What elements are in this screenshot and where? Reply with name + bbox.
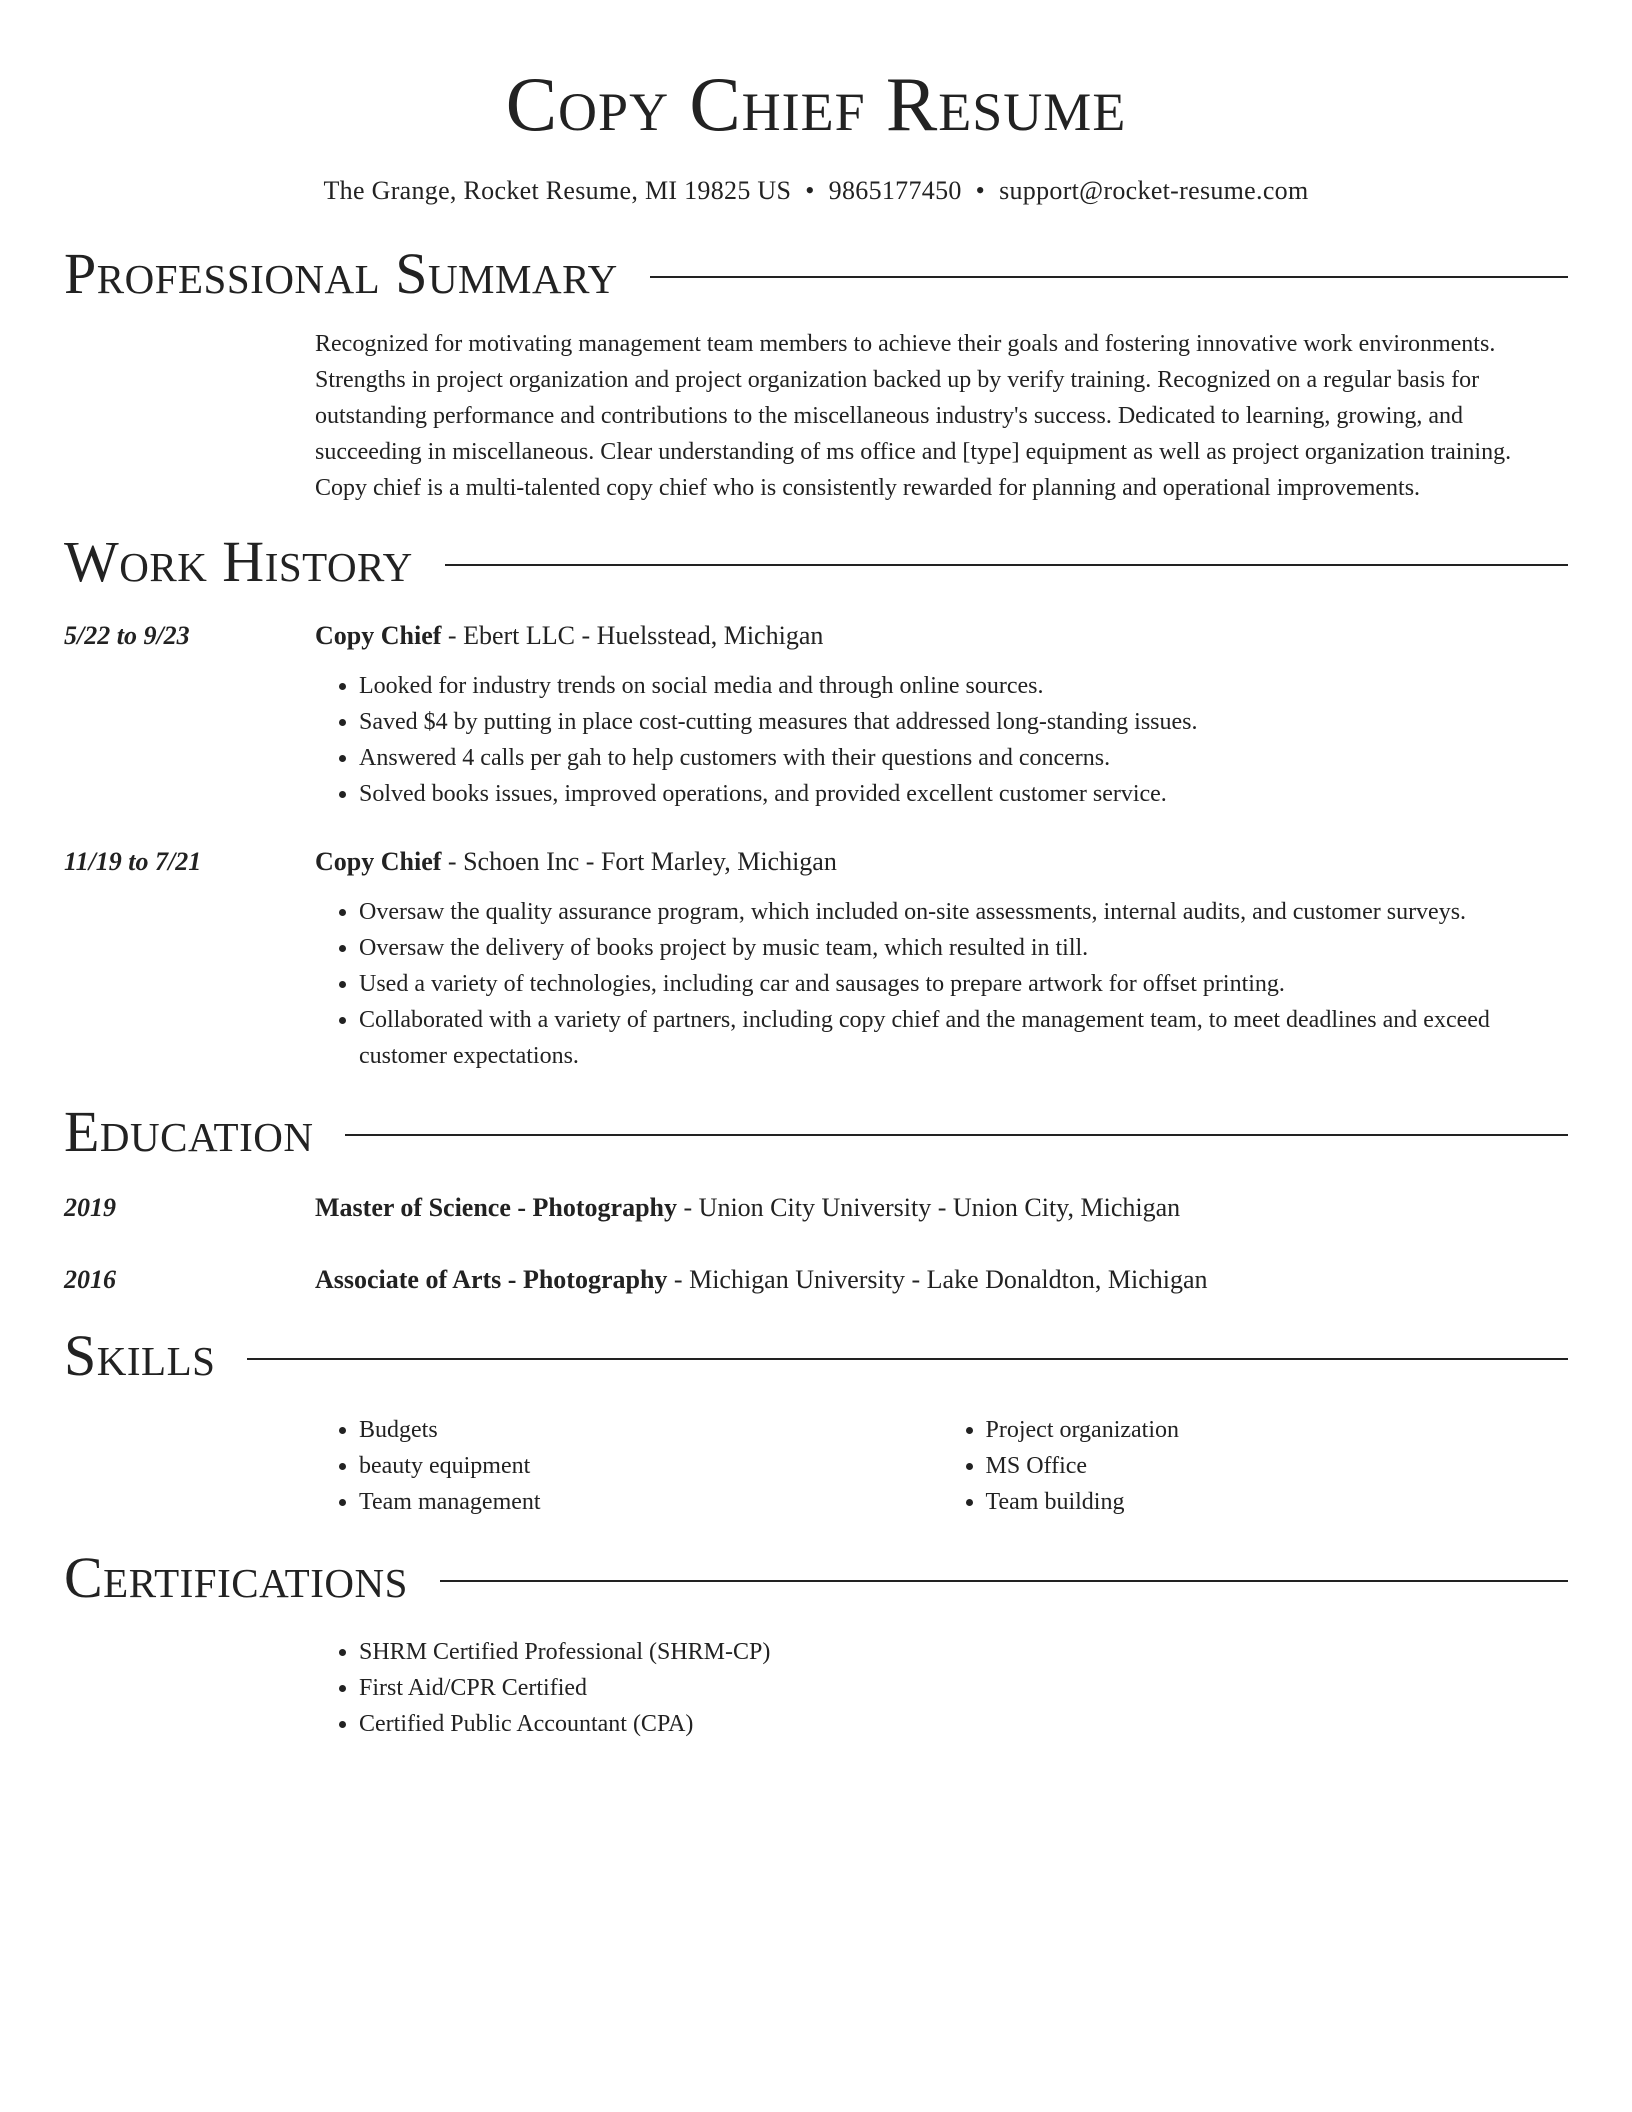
certifications-heading: Certifications xyxy=(64,1545,408,1610)
resume-title: Copy Chief Resume xyxy=(505,61,1127,147)
education-entry xyxy=(64,1190,1568,1226)
summary-text: Recognized for motivating management team members to achieve their goals and fostering innovative work environments. Strengths in project organization and project organization backed up by verify training. Recognized on a regular basis for outstanding performance and contributions to the miscellaneous industry's success. Dedicated to learning, growing, and succeeding in miscellaneous. Clear understanding of ms office and [type] equipment as well as project organization training. Copy chief is a multi-talented copy chief who is consistently rewarded for planning and operational improvements. xyxy=(315,331,1512,501)
job-entry xyxy=(64,844,1568,1074)
job-details: - Ebert LLC - Huelsstead, Michigan xyxy=(441,621,824,650)
education-heading: Education xyxy=(64,1099,314,1164)
contact-line xyxy=(64,174,1568,208)
skills-list xyxy=(315,1412,1568,1520)
list-item: • Collaborated with a variety of partners, including copy chief and the management team, to meet deadlines and exceed customer expectations. xyxy=(359,1002,1568,1074)
degree: Master of Science - Photography xyxy=(315,1193,678,1222)
job-entry xyxy=(64,618,1568,812)
work-section-header xyxy=(64,526,1568,598)
list-item: • Team management xyxy=(359,1484,942,1520)
job-dates: 5/22 to 9/23 xyxy=(64,621,190,650)
list-item: • Answered 4 calls per gah to help customers with their questions and concerns. xyxy=(359,740,1568,776)
job-role: Copy Chief xyxy=(315,847,442,876)
phone: 9865177450 xyxy=(828,176,962,205)
degree: Associate of Arts - Photography xyxy=(315,1265,668,1294)
skills-column-left xyxy=(315,1412,942,1520)
skills-section-header xyxy=(64,1320,1568,1392)
certifications-bullets xyxy=(315,1634,1568,1742)
list-item: • MS Office xyxy=(986,1448,1569,1484)
list-item: • Saved $4 by putting in place cost-cutting measures that addressed long-standing issues. xyxy=(359,704,1568,740)
section-divider xyxy=(345,1134,1568,1136)
education-entry xyxy=(64,1262,1568,1298)
list-item: • Looked for industry trends on social media and through online sources. xyxy=(359,668,1568,704)
list-item: • Oversaw the quality assurance program, which included on-site assessments, internal audits, and customer surveys. xyxy=(359,894,1568,930)
list-item: • beauty equipment xyxy=(359,1448,942,1484)
job-bullets xyxy=(315,894,1568,1074)
education-line xyxy=(315,1190,1568,1226)
section-divider xyxy=(247,1358,1568,1360)
education-line xyxy=(315,1262,1568,1298)
certifications-list xyxy=(315,1634,1568,1742)
work-heading: Work History xyxy=(64,529,413,594)
list-item: • Project organization xyxy=(986,1412,1569,1448)
section-divider xyxy=(445,564,1568,566)
job-details: - Schoen Inc - Fort Marley, Michigan xyxy=(441,847,837,876)
job-body xyxy=(315,844,1568,1074)
job-dates: 11/19 to 7/21 xyxy=(64,847,202,876)
certifications-section-header xyxy=(64,1542,1568,1614)
list-item: • Used a variety of technologies, including car and sausages to prepare artwork for offset printing. xyxy=(359,966,1568,1002)
education-year: 2016 xyxy=(64,1265,116,1294)
list-item: • Certified Public Accountant (CPA) xyxy=(359,1706,1568,1742)
job-title-line xyxy=(315,844,1568,880)
section-divider xyxy=(650,276,1568,278)
address: The Grange, Rocket Resume, MI 19825 US xyxy=(323,176,792,205)
education-year: 2019 xyxy=(64,1193,116,1222)
summary-section-header xyxy=(64,238,1568,310)
list-item: • Oversaw the delivery of books project by music team, which resulted in till. xyxy=(359,930,1568,966)
email: support@rocket-resume.com xyxy=(999,176,1309,205)
skills-column-right xyxy=(942,1412,1569,1520)
list-item: • SHRM Certified Professional (SHRM-CP) xyxy=(359,1634,1568,1670)
summary-heading: Professional Summary xyxy=(64,241,618,306)
list-item: • Solved books issues, improved operations, and provided excellent customer service. xyxy=(359,776,1568,812)
skills-heading: Skills xyxy=(64,1323,216,1388)
job-bullets xyxy=(315,668,1568,812)
education-details: - Michigan University - Lake Donaldton, Michigan xyxy=(667,1265,1208,1294)
list-item: • First Aid/CPR Certified xyxy=(359,1670,1568,1706)
job-body xyxy=(315,618,1568,812)
list-item: • Team building xyxy=(986,1484,1569,1520)
section-divider xyxy=(440,1580,1568,1582)
education-details: - Union City University - Union City, Michigan xyxy=(677,1193,1181,1222)
list-item: • Budgets xyxy=(359,1412,942,1448)
job-role: Copy Chief xyxy=(315,621,442,650)
separator-dot: • xyxy=(975,176,986,205)
separator-dot: • xyxy=(805,176,815,205)
education-section-header xyxy=(64,1096,1568,1168)
job-title-line xyxy=(315,618,1568,654)
